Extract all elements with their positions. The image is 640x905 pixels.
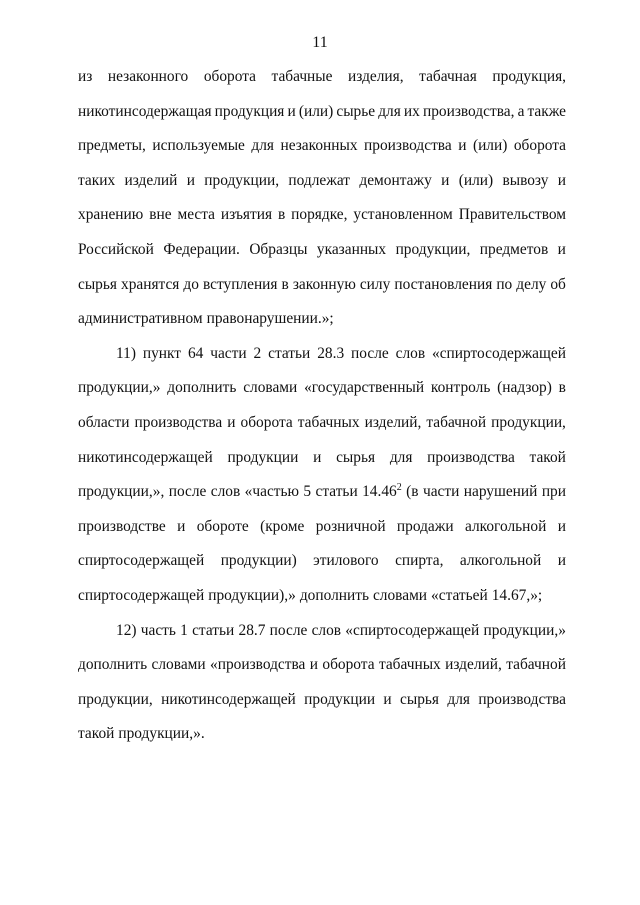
text-line: 12) часть 1 статьи 28.7 после слов «спиртосодержащей продукции,»: [116, 621, 566, 639]
text-line: хранению вне места изъятия в порядке, установленном Правительством: [78, 206, 566, 224]
text-line: продукции, никотинсодержащей продукции и сырья для производства: [78, 690, 566, 708]
paragraph-item-12: [78, 614, 566, 752]
text-line: 11) пункт 64 части 2 статьи 28.3 после слов «спиртосодержащей: [116, 344, 566, 362]
page-number: 11: [312, 34, 328, 51]
text-line: никотинсодержащей продукции и сырья для производства такой: [78, 448, 566, 466]
article-reference: 14.46$^2$: [362, 482, 402, 501]
text-line: производстве и обороте (кроме розничной продажи алкогольной и: [78, 517, 566, 535]
text-line: административном правонарушении.»;: [78, 310, 334, 328]
text-line: спиртосодержащей продукции) этилового спирта, алкогольной и: [78, 552, 566, 570]
text-line: спиртосодержащей продукции),» дополнить словами «статьей 14.67,»;: [78, 586, 543, 604]
superscript: 2: [396, 482, 402, 493]
text-line: предметы, используемые для незаконных производства и (или) оборота: [78, 137, 566, 155]
text-line: из незаконного оборота табачные изделия, табачная продукция,: [78, 68, 566, 85]
document-body: [78, 60, 566, 752]
text-line: дополнить словами «производства и оборота табачных изделий, табачной: [78, 656, 566, 674]
text-line: сырья хранятся до вступления в законную силу постановления по делу об: [78, 275, 566, 293]
text-line: продукции,», после слов «частью 5 статьи 14.46$^2$ (в части нарушений при: [78, 475, 566, 510]
paragraph-1: [78, 60, 566, 337]
text-line: Российской Федерации. Образцы указанных продукции, предметов и: [78, 240, 566, 258]
text-line: никотинсодержащая продукция и (или) сырье для их производства, а также: [78, 102, 566, 120]
text-line: таких изделий и продукции, подлежат демонтажу и (или) вывозу и: [78, 171, 566, 189]
text-line: такой продукции,».: [78, 725, 205, 743]
text-line: продукции,» дополнить словами «государственный контроль (надзор) в: [78, 379, 566, 397]
paragraph-item-11: [78, 337, 566, 614]
text-line: области производства и оборота табачных изделий, табачной продукции,: [78, 413, 566, 431]
